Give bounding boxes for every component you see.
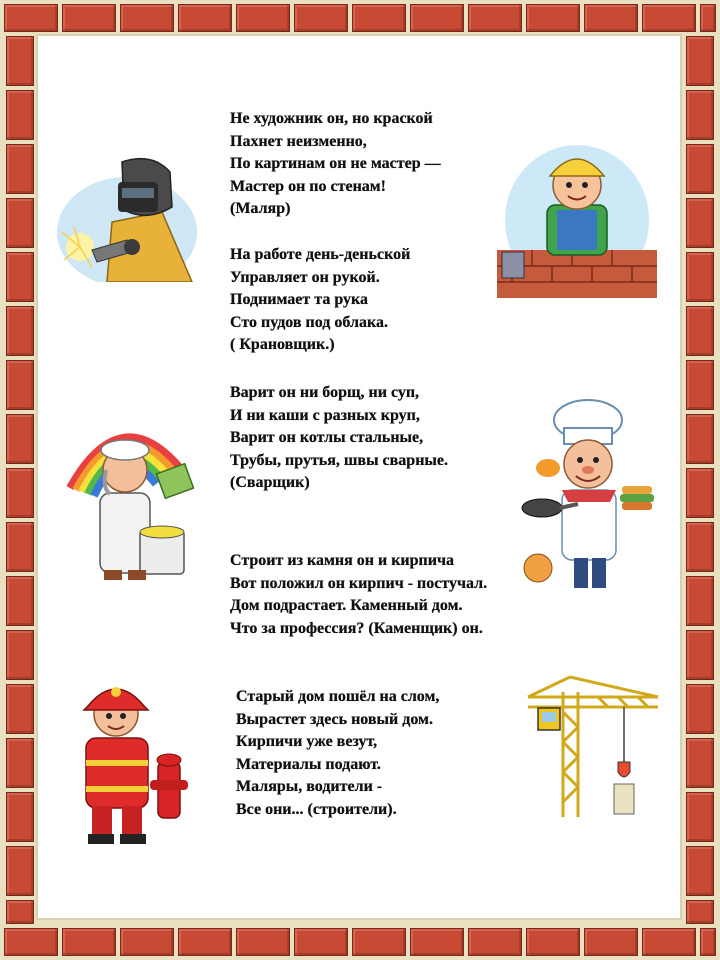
brick: [468, 4, 522, 32]
riddle-builders: [236, 686, 439, 821]
brick: [410, 928, 464, 956]
brick: [6, 576, 34, 626]
brick: [584, 4, 638, 32]
brick: [686, 684, 714, 734]
riddle-line: Вырастет здесь новый дом.: [236, 710, 433, 728]
brick: [6, 414, 34, 464]
riddle-answer: Все они... (строители).: [236, 800, 397, 818]
brick: [686, 900, 714, 924]
brick: [6, 36, 34, 86]
brick: [6, 900, 34, 924]
brick: [6, 684, 34, 734]
brick: [6, 468, 34, 518]
riddle-welder: [230, 382, 448, 495]
riddle-line: Варит он котлы стальные,: [230, 429, 424, 446]
brick: [686, 630, 714, 680]
riddle-line: На работе день-деньской: [230, 246, 411, 263]
brick: [686, 306, 714, 356]
brick: [584, 928, 638, 956]
brick: [178, 928, 232, 956]
riddle-bricklayer: [230, 550, 487, 640]
brick: [352, 928, 406, 956]
riddle-line: И ни каши с разных круп,: [230, 406, 420, 424]
brick: [6, 846, 34, 896]
brick: [178, 4, 232, 32]
brick: [686, 576, 714, 626]
crane-illustration: [518, 672, 663, 822]
bricklayer-illustration: [492, 140, 662, 305]
brick: [686, 198, 714, 248]
riddle-crane-operator: [230, 244, 410, 357]
welder-illustration: [52, 152, 202, 282]
brick: [6, 252, 34, 302]
brick: [120, 4, 174, 32]
brick: [62, 928, 116, 956]
brick: [526, 4, 580, 32]
riddle-line: Трубы, прутья, швы сварные.: [230, 451, 449, 469]
riddle-line: Поднимает та рука: [230, 291, 368, 308]
riddle-line: Варит он ни борщ, ни суп,: [230, 384, 420, 401]
riddle-painter: [230, 108, 441, 221]
brick: [642, 4, 696, 32]
brick: [686, 360, 714, 410]
brick: [686, 738, 714, 788]
brick: [6, 306, 34, 356]
firefighter-illustration: [70, 676, 190, 848]
riddle-line: По картинам он не мастер —: [230, 155, 441, 172]
brick: [294, 928, 348, 956]
brick: [6, 90, 34, 140]
brick: [526, 928, 580, 956]
riddle-answer: (Маляр): [230, 200, 291, 217]
riddle-line: Маляры, водители -: [236, 778, 383, 795]
riddle-line: Дом подрастает. Каменный дом.: [230, 597, 463, 614]
riddle-line: Управляет он рукой.: [230, 268, 380, 286]
brick: [4, 4, 58, 32]
brick: [686, 144, 714, 194]
brick: [686, 414, 714, 464]
brick: [686, 252, 714, 302]
chef-illustration: [518, 398, 663, 598]
brick: [6, 360, 34, 410]
brick: [6, 630, 34, 680]
brick: [236, 928, 290, 956]
brick: [6, 792, 34, 842]
brick: [6, 144, 34, 194]
riddle-answer: (Сварщик): [230, 474, 310, 491]
brick: [700, 4, 716, 32]
brick: [700, 928, 716, 956]
riddle-answer: ( Крановщик.): [230, 336, 335, 353]
brick: [686, 846, 714, 896]
brick: [236, 4, 290, 32]
brick: [294, 4, 348, 32]
brick: [686, 36, 714, 86]
painter-illustration: [60, 398, 200, 584]
riddle-line: Материалы подают.: [236, 755, 381, 773]
riddle-line: Сто пудов под облака.: [230, 313, 388, 331]
brick: [6, 198, 34, 248]
brick: [686, 90, 714, 140]
riddle-line: Пахнет неизменно,: [230, 132, 367, 150]
riddle-line: Кирпичи уже везут,: [236, 733, 378, 750]
brick: [410, 4, 464, 32]
brick: [4, 928, 58, 956]
brick: [120, 928, 174, 956]
brick: [686, 522, 714, 572]
brick: [686, 792, 714, 842]
brick: [62, 4, 116, 32]
riddle-line: Вот положил он кирпич - постучал.: [230, 574, 488, 592]
brick: [468, 928, 522, 956]
riddle-line: Мастер он по стенам!: [230, 177, 387, 195]
brick: [352, 4, 406, 32]
brick: [642, 928, 696, 956]
brick: [6, 738, 34, 788]
brick: [686, 468, 714, 518]
riddle-line: Не художник он, но краской: [230, 110, 433, 127]
riddle-line: Старый дом пошёл на слом,: [236, 688, 440, 705]
riddle-line: Что за профессия? (Каменщик) он.: [230, 619, 483, 637]
riddle-line: Строит из камня он и кирпича: [230, 552, 455, 569]
brick: [6, 522, 34, 572]
